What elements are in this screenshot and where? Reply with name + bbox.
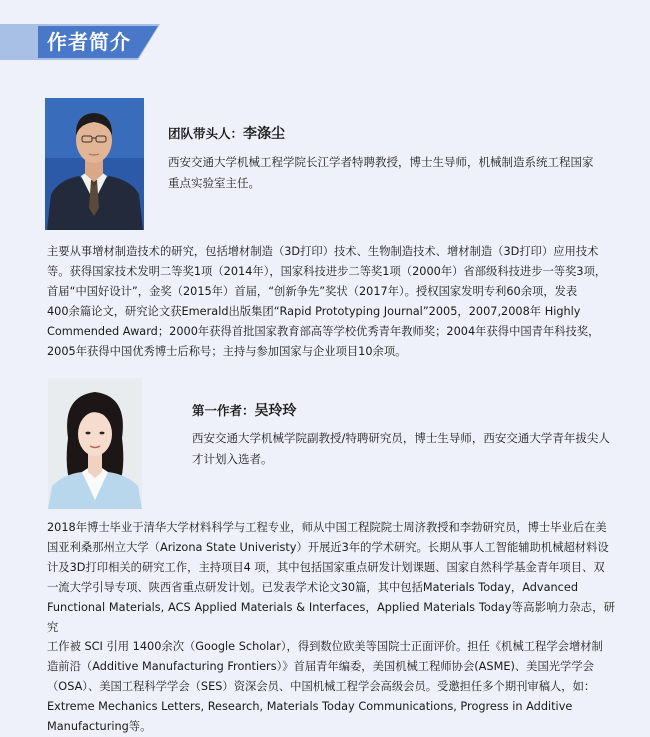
first-author-bio-line: 计及3D打印相关的研究工作，主持项目4 项，其中包括国家重点研发计划课题、国家自然科学基金青年项目、双 — [47, 560, 605, 574]
section-title: 作者简介 — [47, 30, 131, 54]
first-author-bio-line: Manufacturing等。 — [47, 720, 152, 734]
leader-bio-line: 400余篇论文，研究论文获Emerald出版集团“Rapid Prototyping Journal”2005，2007,2008年 Highly — [47, 304, 581, 318]
first-author-position: 西安交通大学机械学院副教授/特聘研究员，博士生导师，西安交通大学青年拔尖人才计划入选者。 — [192, 431, 610, 466]
leader-bio-line: 主要从事增材制造技术的研究，包括增材制造（3D打印）技术、生物制造技术、增材制造（3D打印）应用技术 — [47, 245, 599, 258]
leader-name: 李涤尘 — [243, 126, 286, 142]
leader-bio-line: 等。获得国家技术发明二等奖1项（2014年），国家科技进步二等奖1项（2000年）省部级科技进步一等奖3项， — [47, 264, 607, 278]
first-author-bio-line: 工作被 SCI 引用 1400余次（Google Scholar），得到数位欧美等国院士正面评价。担任《机械工程学会增材制 — [47, 640, 603, 654]
first-author-bio-line: 一流大学引导专项、陕西省重点研发计划。已发表学术论文30篇，其中包括Materials Today，Advanced — [47, 580, 579, 594]
leader-name-line — [168, 125, 285, 143]
leader-photo — [45, 98, 144, 230]
leader-bio — [47, 242, 615, 361]
first-author-bio-line: Functional Materials, ACS Applied Materials & Interfaces，Applied Materials Today等高影响力杂志，研究 — [47, 600, 615, 634]
leader-bio-line: 2005年获得中国优秀博士后称号；主持与参加国家与企业项目10余项。 — [47, 344, 407, 358]
first-author-bio-line: 2018年博士毕业于清华大学材料科学与工程专业，师从中国工程院院士周济教授和李勃研究员，博士毕业后在美 — [47, 521, 607, 534]
first-author-photo — [48, 378, 142, 509]
first-author-bio-line: （OSA）、美国工程科学学会（SES）资深会员、中国机械工程学会高级会员。受邀担任多个期刊审稿人，如： — [47, 680, 596, 694]
section-banner — [0, 24, 160, 60]
leader-bio-line: Commended Award；2000年获得首批国家教育部高等学校优秀青年教师奖；2004年获得中国青年科技奖， — [47, 324, 600, 338]
first-author-bio-line: 国亚利桑那州立大学（Arizona State Univeristy）开展近3年的学术研究。长期从事人工智能辅助机械超材料设 — [47, 540, 609, 554]
first-author-name: 吴玲玲 — [254, 403, 297, 419]
first-author-bio-line: Extreme Mechanics Letters, Research, Materials Today Communications, Progress in Additive — [47, 700, 573, 714]
leader-position: 西安交通大学机械工程学院长江学者特聘教授，博士生导师，机械制造系统工程国家重点实验室主任。 — [168, 155, 594, 190]
first-author-bio — [47, 518, 615, 737]
first-author-bio-line: 造前沿（Additive Manufacturing Frontiers）》首届青年编委，美国机械工程师协会(ASME)、美国光学学会 — [47, 660, 594, 674]
leader-role-label: 团队带头人： — [168, 126, 244, 141]
leader-bio-line: 首届“中国好设计”，金奖（2015年）首届，“创新争先”奖状（2017年）。授权国家发明专利60余项，发表 — [47, 284, 578, 298]
first-author-role-label: 第一作者： — [192, 403, 255, 418]
first-author-name-line — [192, 402, 297, 420]
